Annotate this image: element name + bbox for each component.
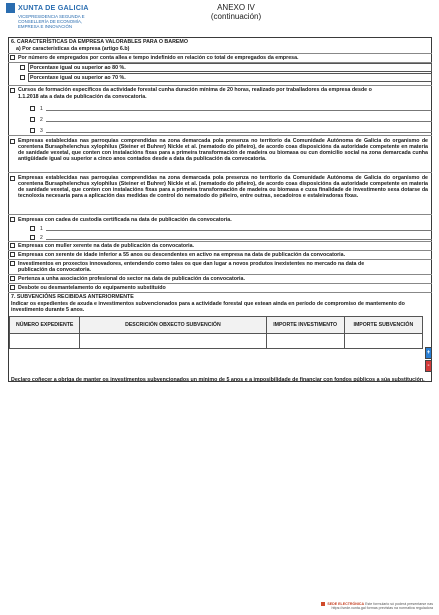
importe-subvencion-input[interactable] <box>344 334 422 349</box>
curso-2-number: 2 <box>40 116 43 123</box>
custodia-2-number: 2 <box>40 234 43 241</box>
muller-label: Empresas con muller xerente na data de publicación da convocatoria. <box>18 242 195 249</box>
divider <box>8 85 432 86</box>
col-descricion: DESCRICIÓN OBXECTO SUBVENCIÓN <box>80 317 266 334</box>
annex-title: ANEXO IV <box>217 3 255 12</box>
pct70-checkbox[interactable] <box>20 75 25 80</box>
curso-3-number: 3 <box>40 127 43 134</box>
table-header-row <box>10 317 423 334</box>
section-7-title: 7. SUBVENCIÓNS RECIBIDAS ANTERIORMENTE <box>11 294 134 300</box>
remove-row-button[interactable]: - <box>425 360 432 372</box>
divider <box>8 292 432 293</box>
empregados-checkbox[interactable] <box>10 55 15 60</box>
custodia-2-field[interactable] <box>46 233 432 240</box>
divider <box>8 135 432 136</box>
annex-subtitle: (continuación) <box>210 12 262 21</box>
declaration-text: Declaro coñecer a obriga de manter os investimentos subvencionados un mínimo de 5 anos e a imposibilidade de financiar con fondos públicos a súa substitución. <box>11 377 425 383</box>
col-numero-expediente: NÚMERO EXPEDIENTE <box>10 317 80 334</box>
divider <box>8 214 432 215</box>
custodia-1-number: 1 <box>40 225 43 232</box>
add-row-button[interactable]: + <box>425 347 432 359</box>
col-importe-investimento: IMPORTE INVESTIMENTO <box>266 317 344 334</box>
cursos-checkbox[interactable] <box>10 88 15 93</box>
curso-1-number: 1 <box>40 105 43 112</box>
curso-2-field[interactable] <box>46 115 432 122</box>
custodia-2-checkbox[interactable] <box>30 235 35 240</box>
section-7-intro: Indicar os expedientes de axuda e investimentos subvencionados para a actividade forestal que estean ainda en período de compromiso de mantemento do investimento durante 5 anos. <box>11 301 405 314</box>
empregados-label: Por número de empregados por conta allea e tempo indefinido en relación co total de empregados da empresa. <box>18 54 299 61</box>
sede-logo-icon <box>321 602 325 606</box>
parroquias-1-label: Empresas establecidas nas parroquias comprendidas na zona demarcada pola presenza no territorio da Comunidade Autónoma de Galicia do organismo de corentena Bursaphelenchus xylophilus (Steiner et Buhrer) Nickle et al. (nematodo do piñeiro), de acordo coas disposicións da autoridade competente en materia de sanidade vexetal, que conten con instalacións fixas para a primeira transformación de madeira ou biomasa ou cun domicilio social na zona demarcada cunha antigüidade igual ou superior a cinco anos contados desde a data da publicación da convocatoria. <box>18 138 428 163</box>
innovadores-checkbox[interactable] <box>10 261 15 266</box>
curso-3-checkbox[interactable] <box>30 128 35 133</box>
xunta-logo <box>6 3 136 33</box>
curso-1-checkbox[interactable] <box>30 106 35 111</box>
pct70-label: Porcentaxe igual ou superior ao 70 %. <box>30 74 126 81</box>
muller-checkbox[interactable] <box>10 243 15 248</box>
annex-heading <box>196 3 276 21</box>
footer-line-2: formas previstas na normativa reguladora <box>366 606 433 611</box>
desbroce-checkbox[interactable] <box>10 285 15 290</box>
parroquias-2-checkbox[interactable] <box>10 176 15 181</box>
xerente55-label: Empresas con xerente de idade inferior a 55 anos ou descendentes en activo na empresa na data de publicación da convocatoria. <box>18 251 346 258</box>
cursos-label-line-1: Cursos de formación específicos da actividade forestal cunha duración mínima de 20 horas, realizado por traballadores da empresa desde o <box>18 87 372 93</box>
parroquias-1-checkbox[interactable] <box>10 139 15 144</box>
pct80-label: Porcentaxe igual ou superior ao 80 %. <box>30 64 126 71</box>
custodia-1-field[interactable] <box>46 224 432 231</box>
numero-expediente-input[interactable] <box>10 334 80 349</box>
table-row <box>10 334 423 349</box>
pct80-row <box>28 63 432 72</box>
footer-brand: SEDE ELECTRÓNICA <box>327 602 365 606</box>
desbroce-label: Desbote ou desmantelamento do equipamento substituído <box>18 284 166 291</box>
importe-investimento-input[interactable] <box>266 334 344 349</box>
innovadores-label-line-1: Investimentos en proxectos innovadores, entendendo como tales os que dan lugar a novos produtos inexistentes no mercado na data de <box>18 260 365 267</box>
curso-2-checkbox[interactable] <box>30 117 35 122</box>
dept-line-1: VICEPRESIDENCIA SEGUNDA E <box>18 14 85 19</box>
section-6-title: 6. CARACTERÍSTICAS DA EMPRESA VALORABLES PARA O BAREMO <box>11 39 188 45</box>
xunta-emblem-icon <box>6 3 15 13</box>
custodia-label: Empresas con cadea de custodia certificada na data de publicación da convocatoria. <box>18 216 232 223</box>
subvencions-table <box>9 316 423 349</box>
custodia-1-checkbox[interactable] <box>30 226 35 231</box>
footer <box>321 602 433 610</box>
xerente55-checkbox[interactable] <box>10 252 15 257</box>
brand-name: XUNTA DE GALICIA <box>18 3 89 12</box>
custodia-checkbox[interactable] <box>10 217 15 222</box>
innovadores-label-line-2: publicación da convocatoria. <box>18 266 91 273</box>
asociacion-checkbox[interactable] <box>10 276 15 281</box>
col-importe-subvencion: IMPORTE SUBVENCIÓN <box>344 317 422 334</box>
curso-1-field[interactable] <box>46 104 432 111</box>
footer-line-1: Este formulario só poderá presentarse nas <box>365 602 433 606</box>
pct80-checkbox[interactable] <box>20 65 25 70</box>
dept-line-2: CONSELLERÍA DE ECONOMÍA, <box>18 19 83 24</box>
cursos-label-line-2: 1.1.2018 ata a data de publicación da convocatoria. <box>18 93 147 100</box>
footer-url[interactable]: https://sede.xunta.gal <box>331 606 366 611</box>
parroquias-2-label: Empresas establecidas nas parroquias comprendidas na zona demarcada pola presenza no territorio da Comunidade Autónoma de Galicia do organismo de corentena Bursaphelenchus xylophilus (Steiner et Buhrer) Nickle et al. (nematodo do piñeiro), de acordo coas disposicións da autoridade competente en materia de sanidade vexetal, que conten con instalacións fixas para a primeira transformación de madeira ou biomasa e cuxa finalidade de investimento sexa dotarse da tecnoloxía necesaria para a aplicación das medidas de control do nematodo do piñeiro, entre outras, secadoiros e estaleiradoras fixas. <box>18 175 428 200</box>
dept-line-3: EMPRESA E INNOVACIÓN <box>18 24 73 29</box>
pct70-row <box>28 73 432 82</box>
section-6a-subtitle: a) Por características da empresa (artigo 6.b) <box>16 46 130 52</box>
divider <box>8 172 432 173</box>
curso-3-field[interactable] <box>46 126 432 133</box>
descricion-input[interactable] <box>80 334 266 349</box>
asociacion-label: Pertenza a unha asociación profesional do sector na data de publicación da convocatoria. <box>18 275 245 282</box>
